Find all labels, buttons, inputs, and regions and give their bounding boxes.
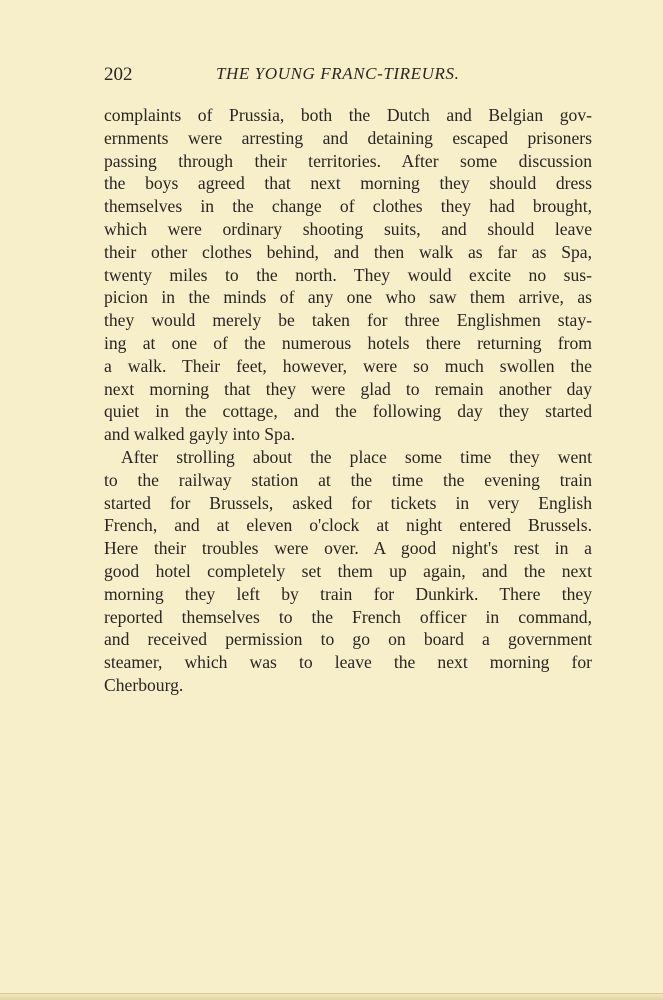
page-bottom-edge xyxy=(0,993,663,1000)
text-line: ernments were arresting and detaining escaped prisoners xyxy=(104,127,592,148)
text-line: picion in the minds of any one who saw them arrive, as xyxy=(104,287,592,308)
text-line: to the railway station at the time the evening train xyxy=(104,469,592,490)
text-line: and walked gayly into Spa. xyxy=(104,424,296,445)
page-header xyxy=(104,64,592,86)
text-line: Here their troubles were over. A good night's rest in a xyxy=(104,538,592,559)
text-line: next morning that they were glad to remain another day xyxy=(104,378,592,399)
text-line: quiet in the cottage, and the following day they started xyxy=(104,401,592,422)
text-line: themselves in the change of clothes they had brought, xyxy=(104,196,592,217)
text-line: After strolling about the place some time they went xyxy=(121,446,592,467)
text-line: which were ordinary shooting suits, and should leave xyxy=(104,218,592,239)
text-line: steamer, which was to leave the next morning for xyxy=(104,652,592,673)
text-line: they would merely be taken for three Englishmen stay- xyxy=(104,310,592,331)
text-line: twenty miles to the north. They would excite no sus- xyxy=(104,264,592,285)
text-line: Cherbourg. xyxy=(104,674,184,695)
text-line: complaints of Prussia, both the Dutch and Belgian gov- xyxy=(104,105,592,125)
text-line: their other clothes behind, and then walk as far as Spa, xyxy=(104,241,592,262)
text-line: and received permission to go on board a government xyxy=(104,629,592,650)
text-line: French, and at eleven o'clock at night entered Brussels. xyxy=(104,515,592,536)
text-line: the boys agreed that next morning they should dress xyxy=(104,173,592,194)
text-line: a walk. Their feet, however, were so much swollen the xyxy=(104,355,592,376)
body-text xyxy=(104,104,592,697)
text-line: good hotel completely set them up again, and the next xyxy=(104,560,592,581)
text-line: ing at one of the numerous hotels there returning from xyxy=(104,332,592,353)
page-number: 202 xyxy=(104,64,133,85)
paragraph xyxy=(104,446,592,697)
text-line: morning they left by train for Dunkirk. There they xyxy=(104,583,592,604)
text-line: passing through their territories. After some discussion xyxy=(104,150,592,171)
text-line: reported themselves to the French officer in command, xyxy=(104,606,592,627)
text-line: started for Brussels, asked for tickets in very English xyxy=(104,492,592,513)
running-title: THE YOUNG FRANC-TIREURS. xyxy=(216,64,460,83)
paragraph xyxy=(104,104,592,446)
